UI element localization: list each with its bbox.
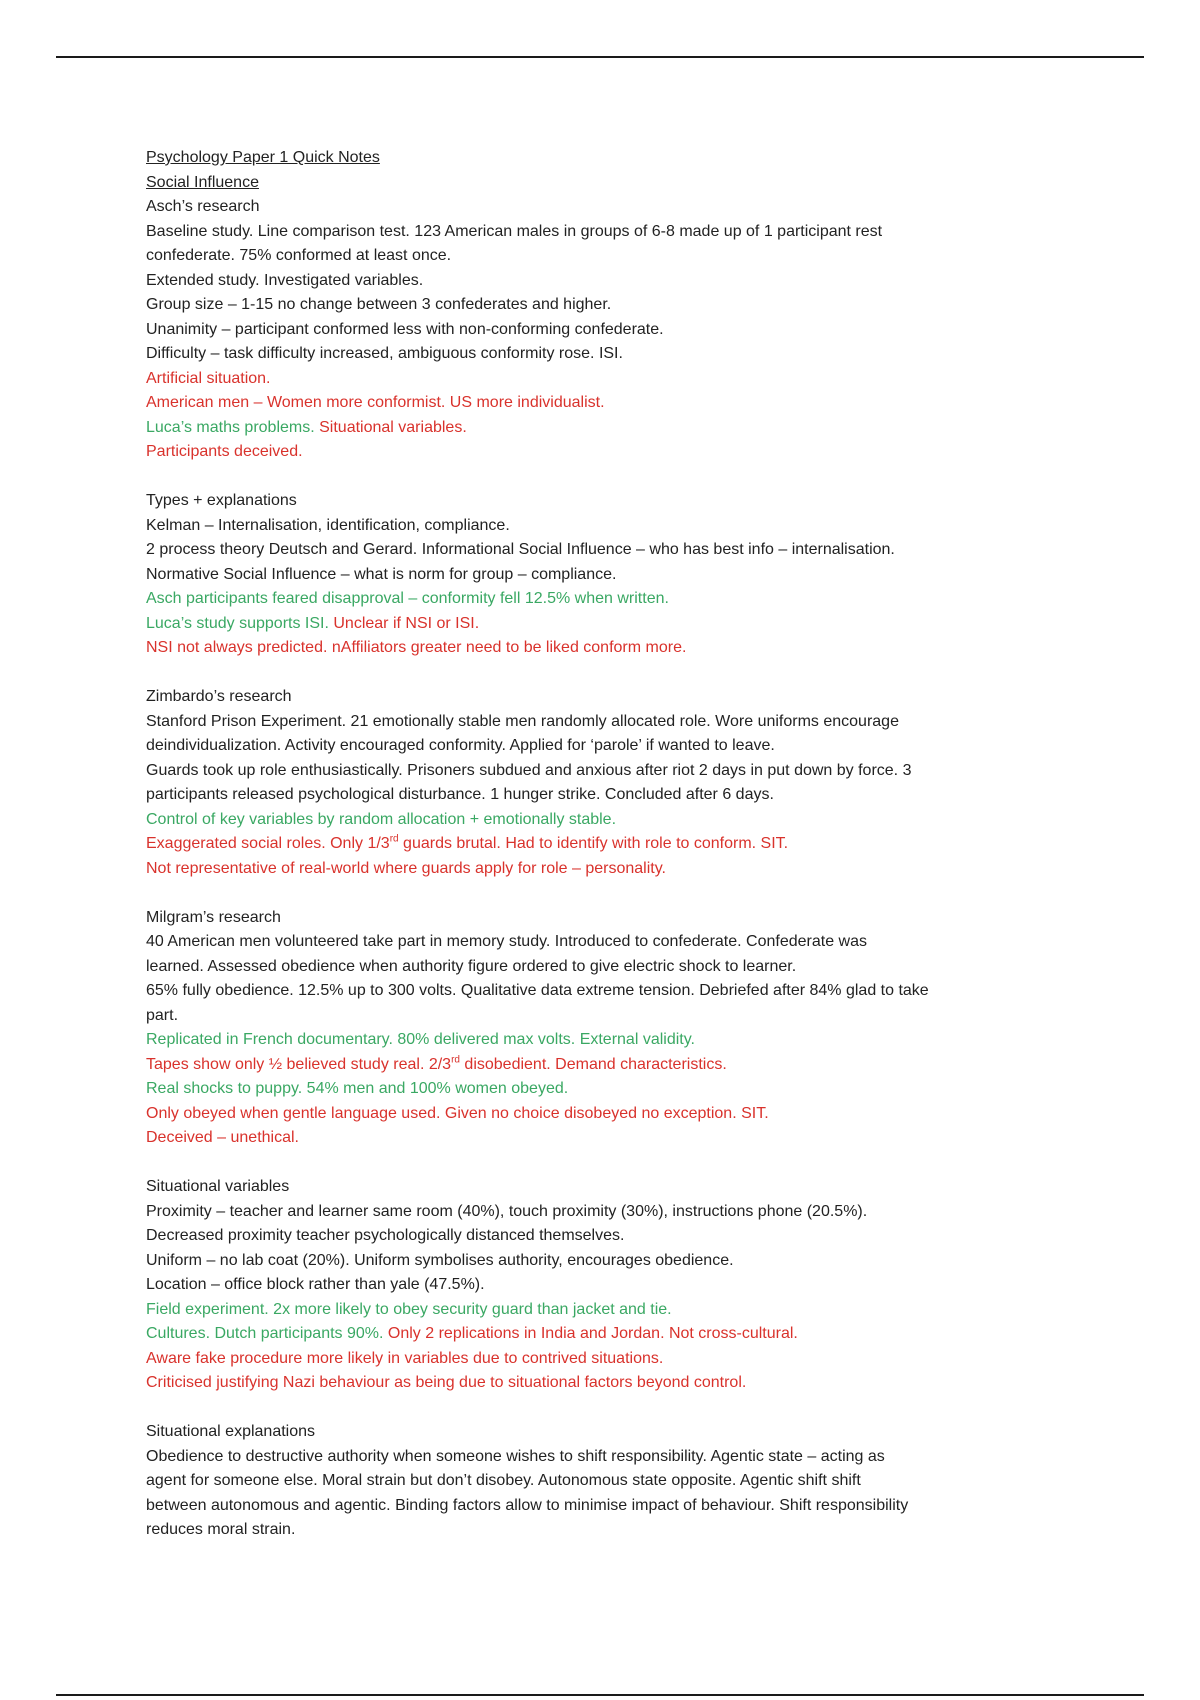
paragraph-gap — [146, 465, 1066, 490]
weakness-line — [146, 1053, 1066, 1078]
weakness-line: NSI not always predicted. nAffiliators greater need to be liked conform more. — [146, 639, 687, 656]
text-line: learned. Assessed obedience when authority figure ordered to give electric shock to learner. — [146, 957, 797, 975]
paragraph-gap — [146, 1151, 1066, 1176]
asch-section — [146, 195, 1066, 465]
text-line: 2 process theory Deutsch and Gerard. Informational Social Influence – who has best info – internalisation. — [146, 541, 895, 558]
section-heading: Social Influence — [146, 173, 259, 191]
paragraph-gap — [146, 661, 1066, 686]
situational-variables-section — [146, 1175, 1066, 1396]
strength-line: Field experiment. 2x more likely to obey security guard than jacket and tie. — [146, 1300, 672, 1318]
superscript: rd — [451, 1054, 460, 1066]
strength-line: Replicated in French documentary. 80% delivered max volts. External validity. — [146, 1031, 695, 1048]
text-line: Obedience to destructive authority when someone wishes to shift responsibility. Agentic state – acting as — [146, 1447, 885, 1465]
top-rule — [56, 56, 1144, 58]
text-line: Group size – 1-15 no change between 3 confederates and higher. — [146, 296, 612, 313]
strength-text: Luca’s study supports ISI. — [146, 614, 329, 632]
weakness-line: Deceived – unethical. — [146, 1129, 299, 1146]
zimbardo-heading: Zimbardo’s research — [146, 688, 292, 705]
weakness-line: Only obeyed when gentle language used. Given no choice disobeyed no exception. SIT. — [146, 1104, 769, 1122]
text-line: agent for someone else. Moral strain but don’t disobey. Autonomous state opposite. Agentic shift shift — [146, 1472, 861, 1489]
text-line: confederate. 75% conformed at least once. — [146, 247, 452, 264]
text-line: Decreased proximity teacher psychologically distanced themselves. — [146, 1227, 625, 1244]
strength-line: Real shocks to puppy. 54% men and 100% women obeyed. — [146, 1080, 569, 1097]
weakness-text: Only 2 replications in India and Jordan. Not cross-cultural. — [383, 1325, 798, 1342]
text-fragment: Tapes show only ½ believed study real. 2/3 — [146, 1055, 452, 1073]
document-title: Psychology Paper 1 Quick Notes — [146, 149, 380, 166]
paragraph-gap — [146, 1396, 1066, 1421]
text-line: Difficulty – task difficulty increased, ambiguous conformity rose. ISI. — [146, 345, 623, 362]
weakness-line: Aware fake procedure more likely in variables due to contrived situations. — [146, 1349, 664, 1367]
weakness-line: Artificial situation. — [146, 369, 271, 387]
weakness-line: Not representative of real-world where guards apply for role – personality. — [146, 859, 666, 877]
text-line: reduces moral strain. — [146, 1521, 296, 1538]
types-heading: Types + explanations — [146, 492, 297, 509]
situational-explanations-heading: Situational explanations — [146, 1423, 316, 1440]
text-line: Uniform – no lab coat (20%). Uniform symbolises authority, encourages obedience. — [146, 1251, 734, 1269]
text-line: Extended study. Investigated variables. — [146, 271, 424, 289]
types-section — [146, 489, 1066, 661]
strength-line: Asch participants feared disapproval – conformity fell 12.5% when written. — [146, 590, 669, 607]
strength-text: Luca’s maths problems. — [146, 418, 315, 436]
weakness-line — [146, 832, 1066, 857]
text-line: Unanimity – participant conformed less with non-conforming confederate. — [146, 320, 664, 338]
weakness-line: American men – Women more conformist. US more individualist. — [146, 394, 605, 411]
paragraph-gap — [146, 881, 1066, 906]
text-line: Normative Social Influence – what is norm for group – compliance. — [146, 565, 617, 583]
bottom-rule — [56, 1694, 1144, 1696]
situational-variables-heading: Situational variables — [146, 1178, 290, 1195]
text-line: Stanford Prison Experiment. 21 emotionally stable men randomly allocated role. Wore uniforms encourage — [146, 712, 899, 730]
weakness-line: Criticised justifying Nazi behaviour as being due to situational factors beyond control. — [146, 1374, 747, 1391]
text-line: Location – office block rather than yale (47.5%). — [146, 1276, 485, 1293]
mixed-line — [146, 612, 1066, 637]
text-fragment: disobedient. Demand characteristics. — [459, 1055, 727, 1073]
strength-text: Cultures. Dutch participants 90%. — [146, 1325, 384, 1342]
text-line: Baseline study. Line comparison test. 123 American males in groups of 6-8 made up of 1 participant rest — [146, 222, 883, 240]
document-page — [146, 146, 1066, 1543]
milgram-section — [146, 906, 1066, 1151]
text-fragment: Exaggerated social roles. Only 1/3 — [146, 835, 390, 852]
weakness-text: Unclear if NSI or ISI. — [328, 614, 480, 632]
milgram-heading: Milgram’s research — [146, 908, 281, 926]
text-line: between autonomous and agentic. Binding factors allow to minimise impact of behaviour. Shift responsibility — [146, 1496, 909, 1514]
text-line: participants released psychological disturbance. 1 hunger strike. Concluded after 6 days. — [146, 786, 774, 803]
strength-line: Control of key variables by random allocation + emotionally stable. — [146, 810, 617, 828]
text-line: Guards took up role enthusiastically. Prisoners subdued and anxious after riot 2 days in put down by force. 3 — [146, 761, 912, 779]
weakness-line: Participants deceived. — [146, 443, 303, 460]
text-line: 65% fully obedience. 12.5% up to 300 volts. Qualitative data extreme tension. Debriefed after 84% glad to take — [146, 982, 929, 999]
zimbardo-section — [146, 685, 1066, 881]
superscript: rd — [389, 833, 399, 845]
text-line: part. — [146, 1006, 179, 1024]
text-line: 40 American men volunteered take part in memory study. Introduced to confederate. Confederate was — [146, 933, 867, 950]
text-line: Proximity – teacher and learner same room (40%), touch proximity (30%), instructions phone (20.5%). — [146, 1202, 868, 1220]
situational-explanations-section — [146, 1420, 1066, 1543]
asch-heading: Asch’s research — [146, 198, 260, 215]
text-line: Kelman – Internalisation, identification, compliance. — [146, 516, 510, 534]
weakness-text: Situational variables. — [314, 418, 467, 436]
text-line: deindividualization. Activity encouraged conformity. Applied for ‘parole’ if wanted to leave. — [146, 737, 775, 754]
mixed-line — [146, 1322, 1066, 1347]
text-fragment: guards brutal. Had to identify with role to conform. SIT. — [398, 835, 789, 852]
mixed-line — [146, 416, 1066, 441]
